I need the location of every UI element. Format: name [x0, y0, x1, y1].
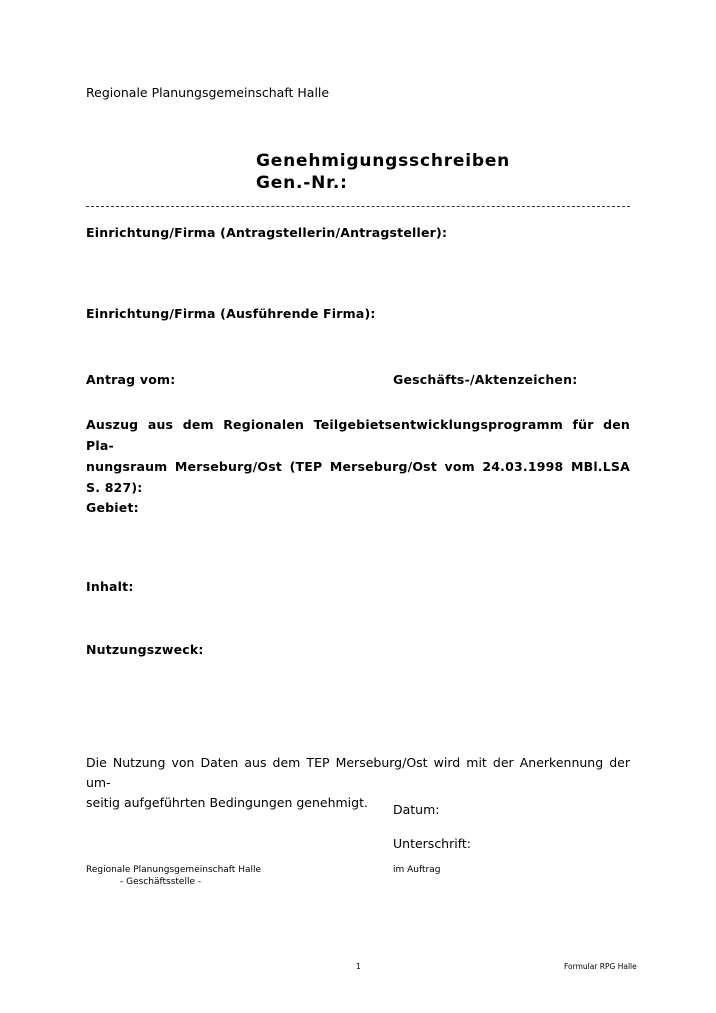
title-approval-number: Gen.-Nr.: — [256, 173, 348, 193]
approval-line-2: seitig aufgeführten Bedingungen genehmigt. — [86, 795, 368, 810]
signature-office: - Geschäftsstelle - — [120, 877, 202, 887]
area-label: Gebiet: — [86, 500, 139, 515]
page-number: 1 — [356, 962, 361, 971]
excerpt-line-2: nungsraum Merseburg/Ost (TEP Merseburg/Ost vom 24.03.1998 MBl.LSA S. 827): — [86, 459, 630, 495]
document-title — [256, 150, 510, 194]
form-label: Formular RPG Halle — [564, 962, 637, 971]
applicant-label: Einrichtung/Firma (Antragstellerin/Antragsteller): — [86, 225, 448, 240]
approval-line-1: Die Nutzung von Daten aus dem TEP Merseburg/Ost wird mit der Anerkennung der um- — [86, 755, 630, 790]
signature-organization: Regionale Planungsgemeinschaft Halle — [86, 865, 262, 875]
signature-label: Unterschrift: — [393, 836, 472, 851]
excerpt-heading — [86, 414, 630, 498]
dashed-divider — [86, 206, 630, 207]
purpose-label: Nutzungszweck: — [86, 642, 204, 657]
date-label: Datum: — [393, 802, 440, 817]
executing-company-label: Einrichtung/Firma (Ausführende Firma): — [86, 306, 376, 321]
approval-statement — [86, 753, 630, 813]
header-organization: Regionale Planungsgemeinschaft Halle — [86, 85, 330, 100]
title-line-1: Genehmigungsschreiben — [256, 151, 511, 171]
application-date-label: Antrag vom: — [86, 372, 176, 387]
content-label: Inhalt: — [86, 579, 134, 594]
on-behalf-label: im Auftrag — [393, 865, 441, 875]
excerpt-line-1: Auszug aus dem Regionalen Teilgebietsentwicklungsprogramm für den Pla- — [86, 417, 630, 453]
file-reference-label: Geschäfts-/Aktenzeichen: — [393, 372, 578, 387]
